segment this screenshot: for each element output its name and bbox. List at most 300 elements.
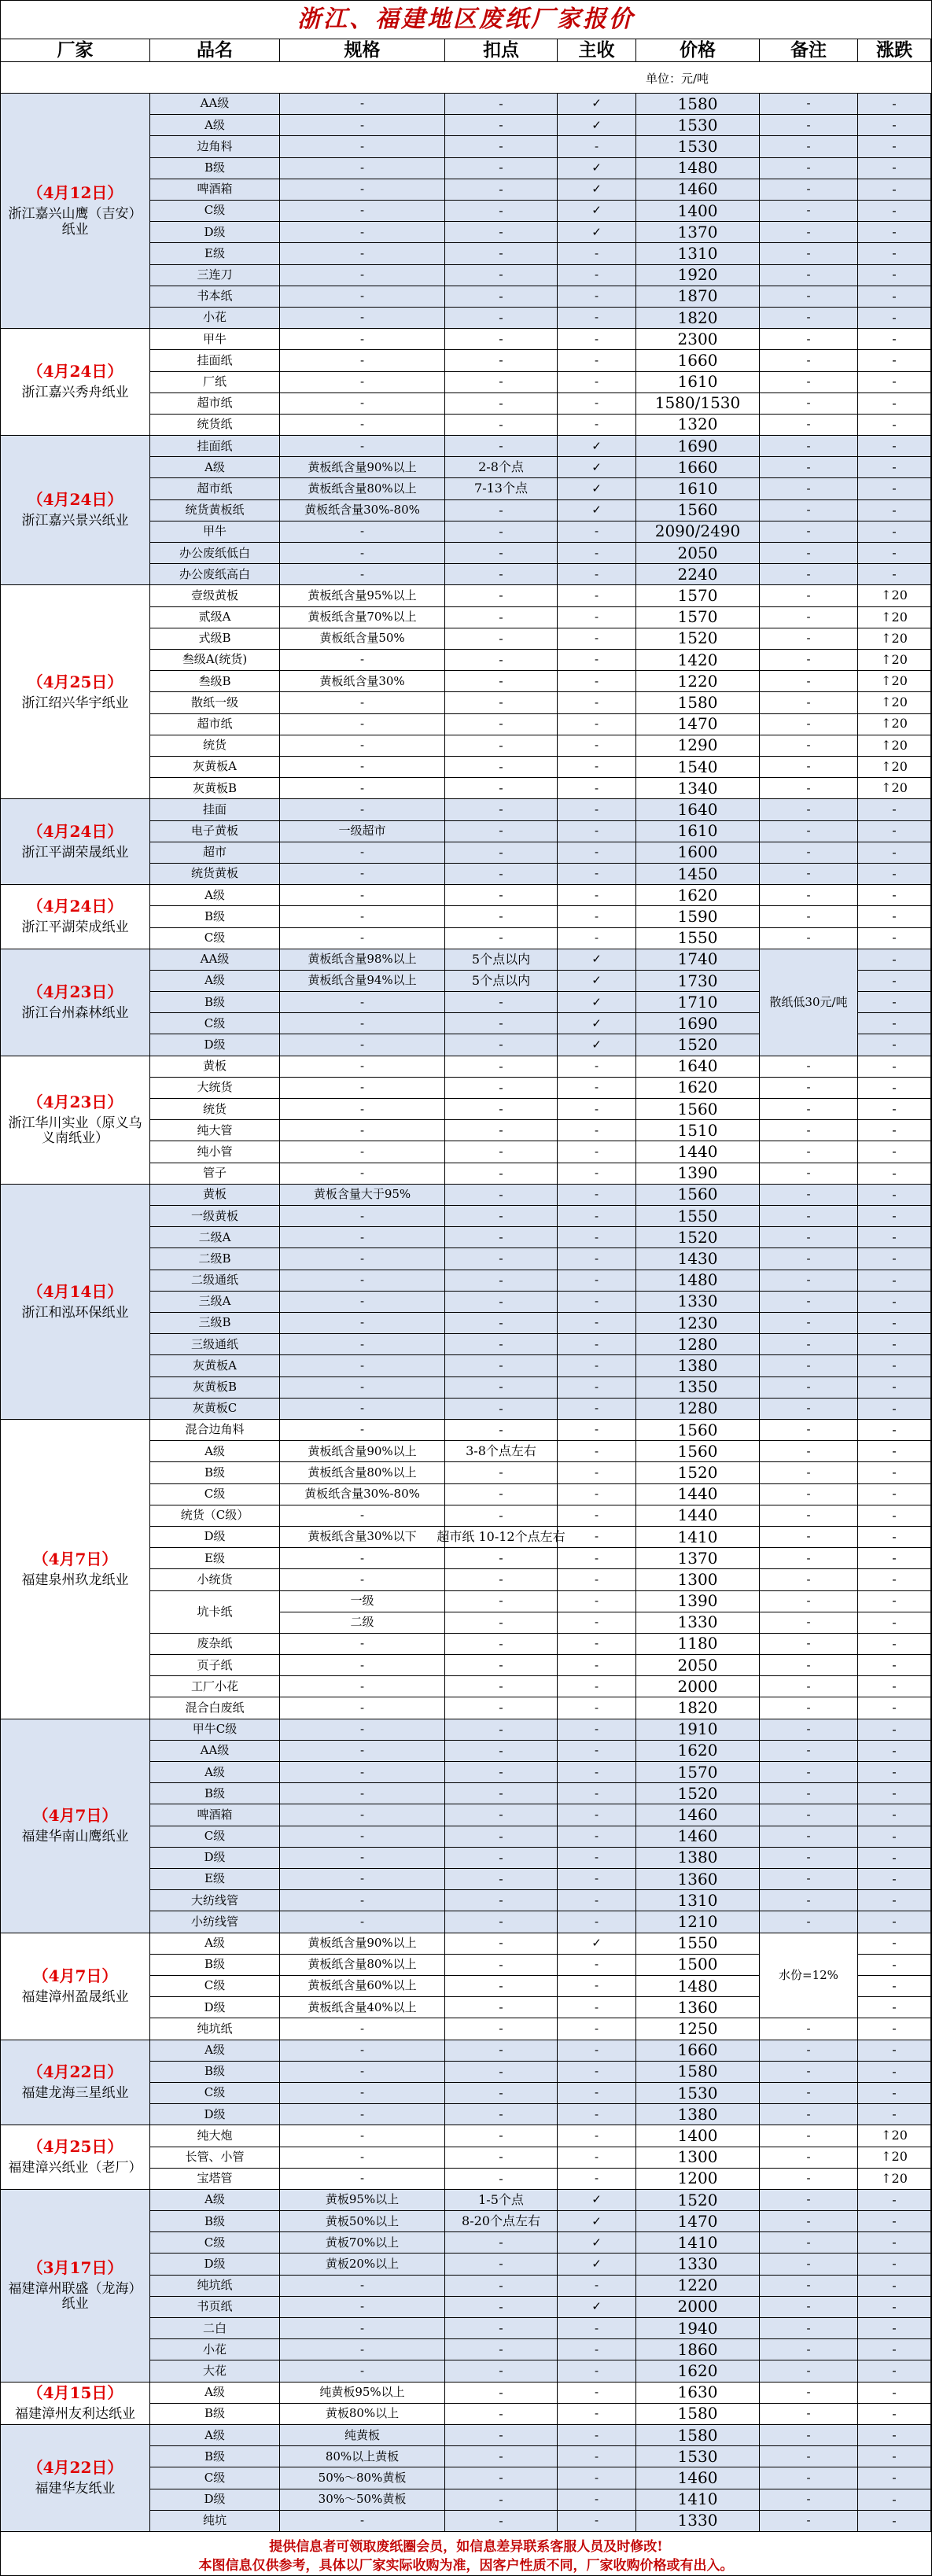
price-cell: 1520 (636, 1227, 760, 1248)
change-cell: - (858, 265, 931, 286)
change-cell: - (858, 1013, 931, 1034)
product-cell: 灰黄板A (150, 757, 280, 778)
spec-cell: - (280, 778, 445, 799)
product-cell: 小统货 (150, 1569, 280, 1590)
deduction-cell: - (445, 799, 558, 820)
main-purchase-cell: - (558, 1527, 636, 1548)
change-cell: - (858, 521, 931, 543)
price-cell: 1660 (636, 2040, 760, 2062)
note-cell: - (760, 864, 858, 885)
change-cell: ↑20 (858, 692, 931, 713)
main-purchase-cell: - (558, 2147, 636, 2169)
factory-label (22, 1283, 129, 1321)
spec-cell: - (280, 2339, 445, 2360)
product-cell: 纯大炮 (150, 2125, 280, 2147)
deduction-cell: - (445, 2147, 558, 2169)
main-purchase-cell: ✓ (558, 949, 636, 971)
price-cell: 1280 (636, 1399, 760, 1420)
product-cell: C级 (150, 2232, 280, 2254)
spec-cell: - (280, 201, 445, 222)
spec-cell: - (280, 1505, 445, 1527)
note-cell: - (760, 1804, 858, 1826)
price-cell: 1740 (636, 949, 760, 971)
spec-cell: - (280, 1869, 445, 1890)
change-cell: - (858, 222, 931, 243)
quote-date: （4月24日） (27, 821, 123, 841)
spec-cell: - (280, 94, 445, 115)
main-purchase-cell: - (558, 521, 636, 543)
product-cell: E级 (150, 1869, 280, 1890)
price-cell: 1580 (636, 2062, 760, 2083)
product-cell: C级 (150, 1976, 280, 1997)
factory-label (22, 673, 129, 712)
product-cell: 三级B (150, 1313, 280, 1334)
change-cell: - (858, 1355, 931, 1376)
spec-cell: 黄板纸含量30%-80% (280, 500, 445, 521)
change-cell: ↑20 (858, 671, 931, 692)
change-cell: - (858, 1270, 931, 1292)
product-cell: 大纺线管 (150, 1890, 280, 1911)
price-cell: 1640 (636, 1056, 760, 1078)
note-cell: - (760, 2062, 858, 2083)
spec-cell: - (280, 136, 445, 157)
factory-name: 福建漳州友利达纸业 (15, 2406, 135, 2423)
deduction-cell: - (445, 2169, 558, 2190)
note-cell: - (760, 2297, 858, 2318)
deduction-cell: - (445, 521, 558, 543)
price-cell: 1870 (636, 286, 760, 308)
change-cell: - (858, 478, 931, 499)
note-cell: - (760, 393, 858, 415)
note-cell: - (760, 222, 858, 243)
main-purchase-cell: - (558, 286, 636, 308)
product-cell: E级 (150, 1548, 280, 1569)
main-purchase-cell: - (558, 2062, 636, 2083)
price-cell: 1550 (636, 928, 760, 949)
product-cell: 管子 (150, 1163, 280, 1185)
note-cell: - (760, 1227, 858, 1248)
spec-cell: - (280, 1697, 445, 1719)
change-cell: - (858, 949, 931, 971)
main-purchase-cell: - (558, 692, 636, 713)
spec-cell: - (280, 1270, 445, 1292)
product-cell: D级 (150, 2489, 280, 2511)
note-cell: - (760, 2083, 858, 2104)
note-cell: - (760, 2360, 858, 2382)
spec-cell: 黄板50%以上 (280, 2211, 445, 2232)
change-cell: - (858, 1591, 931, 1612)
spec-cell: - (280, 1206, 445, 1227)
change-cell: - (858, 1484, 931, 1505)
note-cell: - (760, 2489, 858, 2511)
main-purchase-cell: - (558, 821, 636, 842)
note-cell: - (760, 1185, 858, 1206)
note-cell: - (760, 1848, 858, 1869)
note-cell: - (760, 286, 858, 308)
spec-cell: - (280, 650, 445, 671)
quote-date: （4月7日） (32, 1805, 118, 1825)
main-purchase-cell: ✓ (558, 201, 636, 222)
price-cell: 1500 (636, 1955, 760, 1976)
main-purchase-cell: - (558, 1377, 636, 1399)
change-cell: ↑20 (858, 714, 931, 735)
price-cell: 1180 (636, 1634, 760, 1655)
price-cell: 1210 (636, 1911, 760, 1933)
main-purchase-cell: - (558, 1976, 636, 1997)
spec-cell: - (280, 543, 445, 564)
spec-cell: 30%～50%黄板 (280, 2489, 445, 2511)
spec-cell: - (280, 1783, 445, 1804)
note-cell: - (760, 1484, 858, 1505)
price-cell: 1580 (636, 692, 760, 713)
change-cell: - (858, 1420, 931, 1441)
main-purchase-cell: - (558, 2404, 636, 2425)
price-cell: 1230 (636, 1313, 760, 1334)
note-cell: - (760, 564, 858, 585)
note-cell: - (760, 821, 858, 842)
factory-label (22, 1967, 129, 2006)
note-cell: - (760, 1078, 858, 1099)
product-cell: A级 (150, 971, 280, 992)
main-purchase-cell: - (558, 372, 636, 393)
deduction-cell: - (445, 1099, 558, 1120)
product-cell: 宝塔管 (150, 2169, 280, 2190)
change-cell: - (858, 1911, 931, 1933)
spec-cell: 黄板95%以上 (280, 2190, 445, 2211)
quote-date: （4月23日） (27, 982, 123, 1001)
product-cell: 挂面纸 (150, 350, 280, 371)
change-cell: - (858, 2190, 931, 2211)
change-cell: - (858, 2318, 931, 2339)
factory-name: 福建泉州玖龙纸业 (21, 1572, 129, 1588)
note-cell: - (760, 735, 858, 757)
main-purchase-cell: - (558, 2467, 636, 2489)
change-cell: - (858, 1441, 931, 1462)
price-cell: 1310 (636, 1890, 760, 1911)
price-cell: 1660 (636, 457, 760, 478)
main-purchase-cell: - (558, 2276, 636, 2297)
deduction-cell: - (445, 1206, 558, 1227)
factory-cell (1, 1719, 150, 1933)
factory-name: 浙江绍兴华宇纸业 (21, 695, 129, 711)
price-cell: 2240 (636, 564, 760, 585)
price-cell: 1570 (636, 1762, 760, 1783)
note-cell: - (760, 1355, 858, 1376)
product-cell: 超市纸 (150, 478, 280, 499)
deduction-cell: - (445, 1591, 558, 1612)
quote-date: （4月12日） (27, 183, 123, 202)
product-cell: C级 (150, 1826, 280, 1848)
note-cell: - (760, 1741, 858, 1762)
price-cell: 1330 (636, 1612, 760, 1634)
main-purchase-cell: - (558, 650, 636, 671)
note-cell: - (760, 136, 858, 157)
change-cell: - (858, 1719, 931, 1741)
deduction-cell: - (445, 1227, 558, 1248)
product-cell: B级 (150, 2404, 280, 2425)
product-cell: B级 (150, 992, 280, 1013)
change-cell: - (858, 1099, 931, 1120)
spec-cell: - (280, 1141, 445, 1163)
change-cell: - (858, 1869, 931, 1890)
change-cell: - (858, 1377, 931, 1399)
product-cell: 统货 (150, 735, 280, 757)
change-cell: - (858, 1505, 931, 1527)
spec-cell: - (280, 1548, 445, 1569)
main-purchase-cell: - (558, 1869, 636, 1890)
price-cell: 1540 (636, 757, 760, 778)
deduction-cell: - (445, 1355, 558, 1376)
unit-label: 单位：元/吨 (646, 72, 709, 86)
price-cell: 1440 (636, 1484, 760, 1505)
spec-cell: - (280, 864, 445, 885)
deduction-cell: 3-8个点左右 (445, 1441, 558, 1462)
change-cell: - (858, 1056, 931, 1078)
deduction-cell: - (445, 222, 558, 243)
product-cell: 灰黄板A (150, 1355, 280, 1376)
deduction-cell: - (445, 136, 558, 157)
page-title: 浙江、福建地区废纸厂家报价 (1, 1, 931, 39)
factory-cell (1, 885, 150, 949)
change-cell: - (858, 1206, 931, 1227)
product-cell: 长管、小管 (150, 2147, 280, 2169)
product-cell: 小纺线管 (150, 1911, 280, 1933)
product-cell: 电子黄板 (150, 821, 280, 842)
deduction-cell: - (445, 2383, 558, 2404)
main-purchase-cell: - (558, 799, 636, 820)
deduction-cell: - (445, 735, 558, 757)
price-cell: 1590 (636, 906, 760, 927)
spec-cell: - (280, 115, 445, 136)
spec-cell: - (280, 1313, 445, 1334)
product-cell: A级 (150, 2040, 280, 2062)
change-cell: - (858, 1741, 931, 1762)
product-cell: 统货纸 (150, 415, 280, 436)
note-cell: - (760, 1141, 858, 1163)
change-cell: - (858, 372, 931, 393)
change-cell: - (858, 286, 931, 308)
note-cell: - (760, 1292, 858, 1313)
deduction-cell: - (445, 500, 558, 521)
change-cell: - (858, 1612, 931, 1634)
deduction-cell: - (445, 864, 558, 885)
product-cell: 二白 (150, 2318, 280, 2339)
price-cell: 1860 (636, 2339, 760, 2360)
main-purchase-cell: - (558, 1655, 636, 1676)
price-cell: 2300 (636, 329, 760, 350)
product-cell: D级 (150, 1034, 280, 1056)
change-cell: - (858, 2254, 931, 2275)
price-cell: 1820 (636, 308, 760, 329)
change-cell: - (858, 1248, 931, 1270)
change-cell: ↑20 (858, 778, 931, 799)
quote-date: （4月23日） (27, 1092, 123, 1111)
deduction-cell: - (445, 1056, 558, 1078)
change-cell: - (858, 543, 931, 564)
quote-date: （4月15日） (27, 2383, 123, 2403)
price-cell: 1580 (636, 2425, 760, 2446)
deduction-cell: - (445, 1034, 558, 1056)
spec-cell: - (280, 2360, 445, 2382)
spec-cell: - (280, 393, 445, 415)
deduction-cell: 1-5个点 (445, 2190, 558, 2211)
spec-cell: - (280, 735, 445, 757)
price-cell: 1390 (636, 1591, 760, 1612)
change-cell: ↑20 (858, 757, 931, 778)
price-cell: 1620 (636, 1078, 760, 1099)
header-cell: 主收 (558, 39, 636, 62)
main-purchase-cell: - (558, 757, 636, 778)
deduction-cell: - (445, 2446, 558, 2467)
deduction-cell: 2-8个点 (445, 457, 558, 478)
spec-cell: - (280, 521, 445, 543)
note-cell: - (760, 2446, 858, 2467)
spec-cell: 黄板纸含量90%以上 (280, 1441, 445, 1462)
header-cell: 备注 (760, 39, 858, 62)
change-cell: - (858, 136, 931, 157)
factory-cell (1, 2425, 150, 2532)
main-purchase-cell: - (558, 2383, 636, 2404)
change-cell: - (858, 1034, 931, 1056)
deduction-cell: - (445, 179, 558, 201)
change-cell: - (858, 799, 931, 820)
change-cell: - (858, 1527, 931, 1548)
change-cell: - (858, 864, 931, 885)
header-cell: 厂家 (1, 39, 150, 62)
note-cell: - (760, 885, 858, 906)
header-cell: 扣点 (445, 39, 558, 62)
price-cell: 1530 (636, 136, 760, 157)
price-cell: 1430 (636, 1248, 760, 1270)
note-cell: - (760, 1890, 858, 1911)
quote-date: （4月24日） (27, 897, 123, 916)
price-cell: 1460 (636, 1826, 760, 1848)
factory-cell (1, 949, 150, 1056)
spec-cell: 黄板纸含量30%-80% (280, 1484, 445, 1505)
note-cell: - (760, 1099, 858, 1120)
note-cell: - (760, 2125, 858, 2147)
deduction-cell: - (445, 1869, 558, 1890)
spec-cell: - (280, 1334, 445, 1355)
price-cell: 1560 (636, 500, 760, 521)
deduction-cell: - (445, 2339, 558, 2360)
change-cell: - (858, 1783, 931, 1804)
note-cell: - (760, 158, 858, 179)
change-cell: - (858, 2232, 931, 2254)
product-cell: 书本纸 (150, 286, 280, 308)
factory-label (22, 1807, 129, 1845)
spec-cell: 黄板纸含量90%以上 (280, 457, 445, 478)
deduction-cell: - (445, 1676, 558, 1697)
product-cell: 纯坑 (150, 2511, 280, 2532)
product-cell: C级 (150, 2467, 280, 2489)
product-cell: 黄板 (150, 1056, 280, 1078)
product-cell: D级 (150, 2254, 280, 2275)
product-cell: 废杂纸 (150, 1634, 280, 1655)
main-purchase-cell: ✓ (558, 1013, 636, 1034)
note-cell: - (760, 521, 858, 543)
deduction-cell: - (445, 1976, 558, 1997)
footer-line-1: 提供信息者可领取废纸圈会员，如信息差异联系客服人员及时修改! (269, 2539, 663, 2555)
note-cell: - (760, 1420, 858, 1441)
product-cell: 办公废纸高白 (150, 564, 280, 585)
note-cell: - (760, 1569, 858, 1590)
product-cell: D级 (150, 1848, 280, 1869)
spec-cell: - (280, 1013, 445, 1034)
price-cell: 1550 (636, 1933, 760, 1955)
note-cell: - (760, 1826, 858, 1848)
spec-cell: - (280, 372, 445, 393)
note-cell: - (760, 2318, 858, 2339)
deduction-cell: - (445, 1462, 558, 1483)
note-cell: - (760, 457, 858, 478)
change-cell: - (858, 457, 931, 478)
main-purchase-cell: - (558, 1292, 636, 1313)
change-cell: - (858, 393, 931, 415)
note-cell: - (760, 2383, 858, 2404)
deduction-cell: - (445, 1313, 558, 1334)
price-cell: 1290 (636, 735, 760, 757)
spec-cell: - (280, 1420, 445, 1441)
deduction-cell: - (445, 1955, 558, 1976)
factory-cell (1, 2040, 150, 2126)
deduction-cell: - (445, 607, 558, 628)
deduction-cell: - (445, 2083, 558, 2104)
product-cell: 工厂小花 (150, 1676, 280, 1697)
main-purchase-cell: - (558, 628, 636, 650)
main-purchase-cell: - (558, 1099, 636, 1120)
product-cell: 贰级A (150, 607, 280, 628)
main-purchase-cell: - (558, 1141, 636, 1163)
deduction-cell: - (445, 928, 558, 949)
main-purchase-cell: - (558, 2083, 636, 2104)
main-purchase-cell: - (558, 1697, 636, 1719)
header-cell: 价格 (636, 39, 760, 62)
deduction-cell: - (445, 1078, 558, 1099)
deduction-cell: - (445, 1826, 558, 1848)
note-cell: - (760, 1334, 858, 1355)
deduction-cell: - (445, 1270, 558, 1292)
price-cell: 1220 (636, 671, 760, 692)
change-cell: - (858, 1997, 931, 2018)
factory-name: 浙江嘉兴秀舟纸业 (21, 385, 129, 401)
change-cell: - (858, 308, 931, 329)
spec-cell: - (280, 1099, 445, 1120)
change-cell: - (858, 2383, 931, 2404)
deduction-cell: - (445, 2467, 558, 2489)
product-cell: 啤酒箱 (150, 179, 280, 201)
main-purchase-cell: ✓ (558, 457, 636, 478)
product-cell: B级 (150, 2062, 280, 2083)
main-purchase-cell: - (558, 2511, 636, 2532)
note-cell: - (760, 115, 858, 136)
change-cell: - (858, 1804, 931, 1826)
product-cell: 坑卡纸 (150, 1591, 280, 1634)
factory-cell (1, 585, 150, 799)
price-cell: 1730 (636, 971, 760, 992)
deduction-cell: - (445, 1292, 558, 1313)
main-purchase-cell: - (558, 1078, 636, 1099)
deduction-cell: - (445, 821, 558, 842)
product-cell: B级 (150, 906, 280, 927)
product-cell: C级 (150, 928, 280, 949)
price-cell: 1400 (636, 2125, 760, 2147)
deduction-cell: - (445, 1741, 558, 1762)
spec-cell: - (280, 350, 445, 371)
product-cell: D级 (150, 222, 280, 243)
factory-cell (1, 1056, 150, 1185)
deduction-cell: - (445, 243, 558, 264)
